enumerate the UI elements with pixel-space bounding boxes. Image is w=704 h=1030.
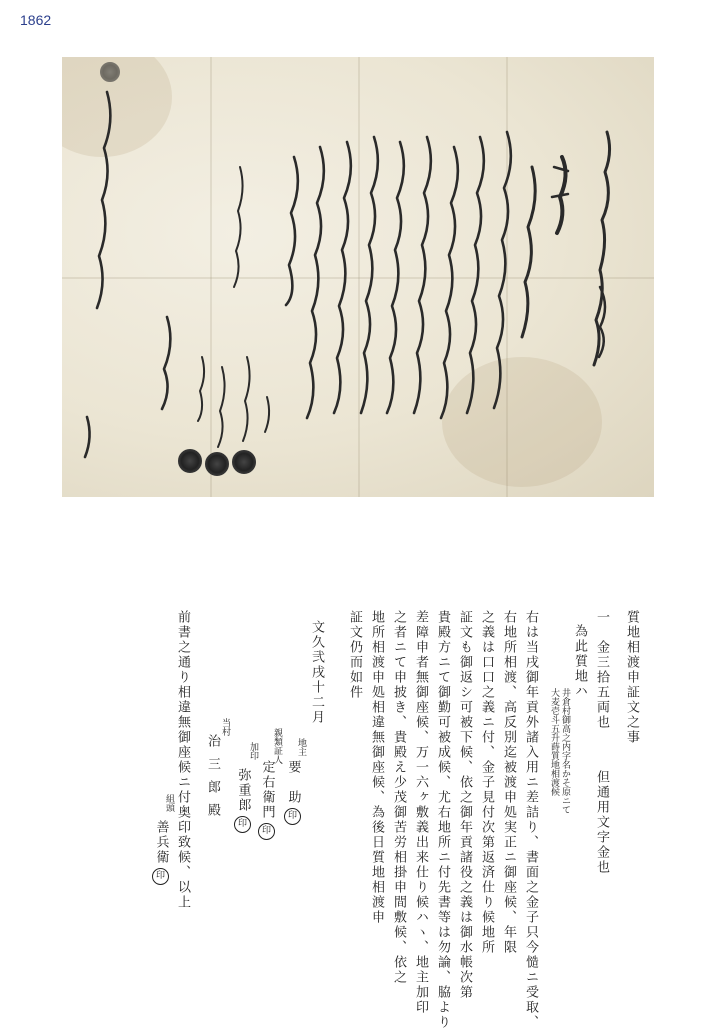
body-line-2: 右地所相渡、高反別迄被渡申処実正ニ御座候、年限 bbox=[501, 610, 516, 955]
document-title: 質地相渡申証文之事 bbox=[624, 610, 639, 745]
item-amount: 一 金三拾五両也但通用文字金也 bbox=[594, 610, 609, 875]
body-line-1: 右は当戌御年貢外諸入用ニ差詰り、書面之金子只今慥ニ受取、 bbox=[523, 610, 538, 1030]
page-number: 1862 bbox=[20, 12, 52, 28]
seal-stamp-3 bbox=[232, 450, 256, 474]
seal-mark: 印 bbox=[284, 808, 301, 825]
seal-stamp-2 bbox=[205, 452, 229, 476]
seal-mark: 印 bbox=[258, 823, 275, 840]
seal-mark: 印 bbox=[234, 816, 251, 833]
headman-role: 組頭 bbox=[164, 794, 174, 812]
landowner-name: 要 助印 bbox=[284, 760, 301, 825]
body-line-3: 之義は口口之義ニ付、金子見付次第返済仕り候地所 bbox=[479, 610, 494, 955]
seal-mark: 印 bbox=[152, 868, 169, 885]
headman-name: 善兵衛印 bbox=[152, 820, 169, 885]
pledge-note-2: 大麦壱斗五升蒔質地相渡候 bbox=[549, 688, 559, 796]
body-line-4: 証文も御返シ可被下候、依之御年貢諸役之義は御水帳次第 bbox=[457, 610, 472, 1000]
addressee-village: 当村 bbox=[220, 718, 230, 736]
seal-stamp-1 bbox=[178, 449, 202, 473]
cosigner-name: 弥重郎印 bbox=[234, 768, 251, 833]
pledge-intro: 為此質地ハ bbox=[572, 624, 587, 699]
body-line-9: 証文仍而如件 bbox=[347, 610, 362, 700]
manuscript-photo bbox=[62, 57, 654, 497]
transcription bbox=[60, 610, 660, 1030]
body-line-6: 差障申者無御座候、万一六ヶ敷義出来仕り候ハヽ、地主加印 bbox=[413, 610, 428, 1015]
seal-stamp-4 bbox=[100, 62, 120, 82]
pledge-note-1: 井倉村御高之内字名かそ原ニて bbox=[560, 688, 570, 814]
body-line-7: 之者ニて申披き、貴殿え少茂御苦労相掛申間敷候、依之 bbox=[391, 610, 406, 985]
document-date: 文久弐戌十二月 bbox=[309, 620, 324, 725]
body-line-5: 貴殿方ニて御勤可被成候、尤右地所ニ付先書等は勿論、脇より bbox=[435, 610, 450, 1030]
handwritten-script bbox=[62, 57, 654, 497]
landowner-role: 地主 bbox=[296, 738, 306, 756]
guarantor-role: 親類証人 bbox=[272, 728, 282, 764]
addressee-name: 治三郎殿 bbox=[205, 734, 220, 826]
body-line-8: 地所相渡申処相違無御座候、為後日質地相渡申 bbox=[369, 610, 384, 925]
postscript: 前書之通り相違無御座候ニ付奥印致候、以上 bbox=[175, 610, 190, 910]
cosigner-role: 加印 bbox=[248, 742, 258, 760]
guarantor-name: 定右衛門印 bbox=[258, 760, 275, 840]
